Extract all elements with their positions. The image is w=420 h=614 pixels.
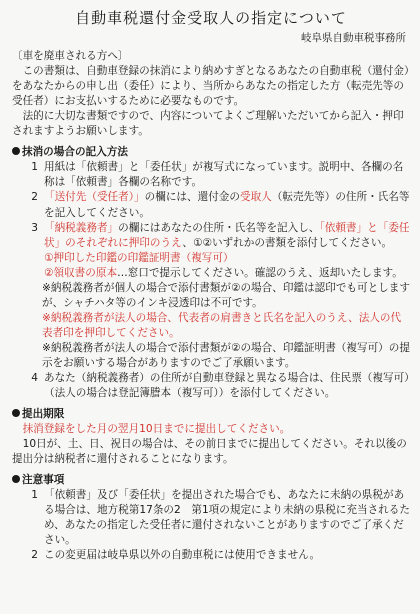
item-text-part: の欄にはあなたの住所・氏名等を記入し、 xyxy=(118,221,320,234)
item-text: 用紙は「依頼書」と「委任状」が複写式になっています。説明中、各欄の名称は「依頼書」各欄の名称です。 xyxy=(44,161,404,189)
item-number: 3 xyxy=(31,221,38,234)
list-item xyxy=(12,160,410,190)
section-heading-deadline xyxy=(12,407,410,422)
deadline-text: 抹消登録をした月の翌月10日までに提出してください。 xyxy=(22,422,291,435)
note-text: ※納税義務者が個人の場合で添付書類が②の場合、印鑑は認印でも可としますが、シャチハタ等のインキ浸透印は不可です。 xyxy=(42,281,410,309)
document-title: 自動車税還付金受取人の指定について xyxy=(75,9,347,27)
item-text: 「依頼書」及び「委任状」を提出された場合でも、あなたに未納の県税がある場合は、地方税第17条の2 第1項の規定により未納の県税に充当されるため、あなたの指定した受任者に還付されないことがありますのでご了承ください。 xyxy=(44,489,410,547)
item-number: 2 xyxy=(31,191,38,204)
intro-paragraph-1: この書類は、自動車登録の抹消により納めすぎとなるあなたの自動車税（還付金）をあなたからの申し出（委任）により、当所からあなたの指定した方（転売先等の受任者）にお支払いするために必要なものです。 xyxy=(12,65,410,108)
attachment-option-2 xyxy=(12,266,410,281)
item-text xyxy=(44,190,410,220)
bullet-icon xyxy=(12,147,20,155)
list-item xyxy=(12,221,410,251)
item-number: 1 xyxy=(31,489,38,502)
section-heading-text: 提出期限 xyxy=(22,407,65,420)
highlight-text: ②領収書の原本 xyxy=(44,266,118,279)
note-text: ※納税義務者が法人の場合、代表者の肩書きと氏名を記入のうえ、法人の代表者印を押印してください。 xyxy=(42,311,402,339)
note-text: ※納税義務者が法人の場合で添付書類が②の場合、印鑑証明書（複写可）の提示をお願いする場合がありますのでご了承願います。 xyxy=(42,341,410,369)
section-heading-text: 抹消の場合の記入方法 xyxy=(22,146,128,159)
item-text xyxy=(44,221,410,251)
highlight-text: 「納税義務者」 xyxy=(44,221,119,234)
item-number: 4 xyxy=(31,371,38,384)
attachment-option-1: ①押印した印鑑の印鑑証明書（複写可） xyxy=(44,251,234,264)
list-item xyxy=(12,190,410,220)
section-heading-cancellation xyxy=(12,145,410,160)
item-text-part: …窓口で提示してください。確認のうえ、返却いたします。 xyxy=(117,266,403,279)
bullet-icon xyxy=(12,475,20,483)
item-text: この変更届は岐阜県以外の自動車税には使用できません。 xyxy=(44,549,321,562)
item-number: 1 xyxy=(31,161,38,174)
highlight-text: 「依頼書」と「委任状」のそれぞれに押印のうえ xyxy=(44,221,410,249)
deadline-detail: 10日が、土、日、祝日の場合は、その前日までに提出してください。それ以後の提出分は納税者に還付されることになります。 xyxy=(12,437,407,466)
item-text: あなた（納税義務者）の住所が自動車登録と異なる場合は、住民票（複写可）（法人の場合は登記簿謄本（複写可））を添付してください。 xyxy=(44,371,410,399)
bullet-icon xyxy=(12,409,20,417)
list-item xyxy=(12,488,410,548)
note-corporate xyxy=(12,311,410,341)
section-heading-text: 注意事項 xyxy=(22,474,65,487)
issuing-office: 岐阜県自動車税事務所 xyxy=(301,32,406,45)
item-number: 2 xyxy=(31,549,38,562)
item-text-part: 、①②いずれかの書類を添付してください。 xyxy=(182,236,393,249)
highlight-text: 受取人 xyxy=(239,191,272,204)
intro-heading: 〔車を廃車される方へ〕 xyxy=(12,50,129,63)
highlight-text: 「送付先（受任者）」 xyxy=(44,191,145,204)
note xyxy=(12,281,410,311)
item-text-part: の欄には、還付金の xyxy=(144,191,240,204)
list-item xyxy=(12,371,410,401)
section-heading-notes xyxy=(12,473,410,488)
intro-paragraph-2: 法的に大切な書類ですので、内容についてよくご理解いただいてから記入・押印されますようお願いします。 xyxy=(12,110,404,138)
item-text-part: （転売先等）の住所・氏名等を記入してください。 xyxy=(44,191,410,219)
list-item xyxy=(12,548,410,563)
note xyxy=(12,341,410,371)
